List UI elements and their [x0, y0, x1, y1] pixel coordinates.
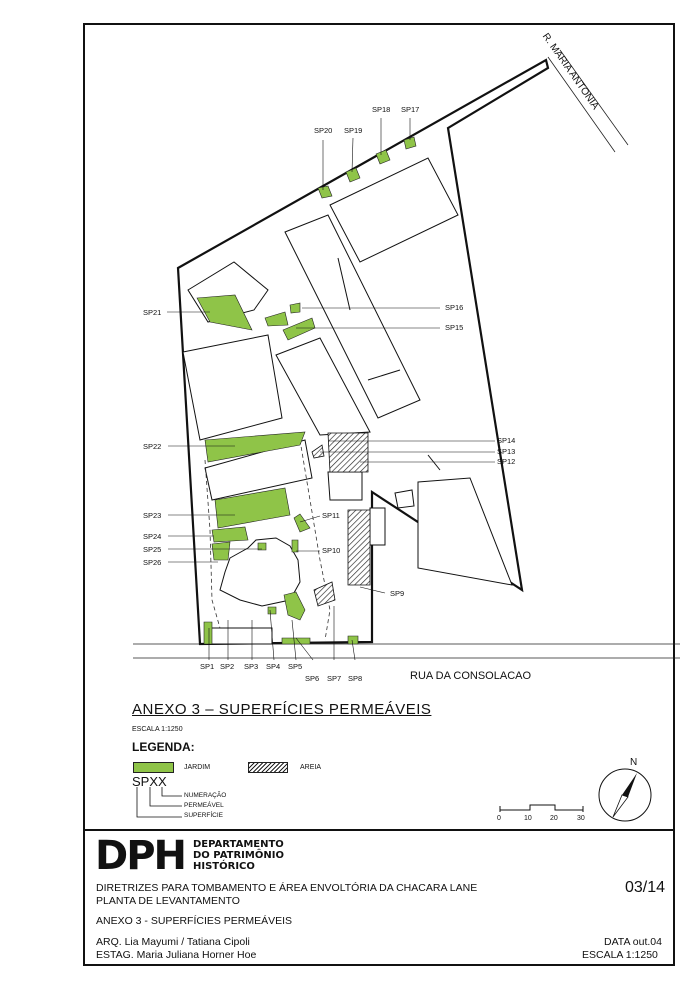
sand-areas	[312, 433, 370, 606]
label-sp3: SP3	[244, 662, 259, 671]
label-sp14: SP14	[497, 436, 516, 445]
label-sp11: SP11	[322, 511, 340, 520]
street-name-maria-antonia: R. MARIA ANTONIA	[539, 31, 601, 112]
label-sp10: SP10	[322, 546, 341, 555]
legend-areia-label: AREIA	[300, 764, 322, 771]
dept-name-line2: DO PATRIMÔNIO	[193, 850, 284, 861]
date-field: DATA out.04	[604, 936, 662, 948]
label-sp16: SP16	[445, 303, 464, 312]
label-sp7: SP7	[327, 674, 342, 683]
label-sp2: SP2	[220, 662, 235, 671]
label-sp8: SP8	[348, 674, 363, 683]
north-label: N	[630, 757, 638, 768]
dept-name-line1: DEPARTAMENTO	[193, 839, 284, 850]
footer-divider	[83, 829, 675, 831]
scale-label: ESCALA 1:1250	[132, 726, 183, 733]
svg-text:0: 0	[497, 815, 501, 822]
label-sp13: SP13	[497, 447, 516, 456]
legend-permeavel: PERMEÁVEL	[184, 802, 224, 809]
label-sp1: SP1	[200, 662, 215, 671]
document-title: DIRETRIZES PARA TOMBAMENTO E ÁREA ENVOLTÓRIA DA CHACARA LANE	[96, 882, 478, 894]
architects-credit: ARQ. Lia Mayumi / Tatiana Cipoli	[96, 936, 250, 948]
legend-heading: LEGENDA:	[132, 740, 195, 754]
label-sp12: SP12	[497, 457, 516, 466]
legend-numeracao: NUMERAÇÃO	[184, 792, 227, 799]
dph-logo: DPH	[95, 833, 185, 879]
legend-code-bracket	[137, 787, 182, 817]
svg-text:30: 30	[577, 815, 585, 822]
label-sp6: SP6	[305, 674, 320, 683]
scale-bar	[500, 805, 583, 812]
label-sp22: SP22	[143, 442, 162, 451]
legend-code-example: SPXX	[132, 774, 167, 789]
legend-superficie: SUPERFÍCIE	[184, 812, 224, 819]
document-subtitle: PLANTA DE LEVANTAMENTO	[96, 895, 240, 907]
label-sp15: SP15	[445, 323, 464, 332]
label-sp25: SP25	[143, 545, 162, 554]
intern-credit: ESTAG. Maria Juliana Horner Hoe	[96, 949, 257, 961]
page-number: 03/14	[625, 879, 666, 896]
svg-text:10: 10	[524, 815, 532, 822]
svg-text:20: 20	[550, 815, 558, 822]
label-sp20: SP20	[314, 126, 333, 135]
scale-field: ESCALA 1:1250	[582, 949, 658, 961]
scale-bar-ticks	[497, 815, 585, 822]
label-sp24: SP24	[143, 532, 162, 541]
label-sp17: SP17	[401, 105, 420, 114]
legend-jardim-swatch	[133, 762, 174, 773]
dept-name-line3: HISTÓRICO	[193, 861, 255, 872]
label-sp4: SP4	[266, 662, 281, 671]
label-sp9: SP9	[390, 589, 405, 598]
label-sp18: SP18	[372, 105, 391, 114]
street-name-consolacao: RUA DA CONSOLACAO	[410, 670, 532, 682]
legend-jardim-label: JARDIM	[184, 764, 211, 771]
legend-areia-swatch	[248, 762, 288, 773]
annex-title: ANEXO 3 – SUPERFÍCIES PERMEÁVEIS	[132, 701, 432, 718]
buildings	[183, 158, 512, 644]
label-sp21: SP21	[143, 308, 162, 317]
label-sp26: SP26	[143, 558, 162, 567]
label-sp23: SP23	[143, 511, 162, 520]
north-arrow-icon	[599, 757, 651, 821]
label-sp19: SP19	[344, 126, 363, 135]
label-sp5: SP5	[288, 662, 303, 671]
annex-line: ANEXO 3 - SUPERFÍCIES PERMEÁVEIS	[96, 915, 293, 927]
